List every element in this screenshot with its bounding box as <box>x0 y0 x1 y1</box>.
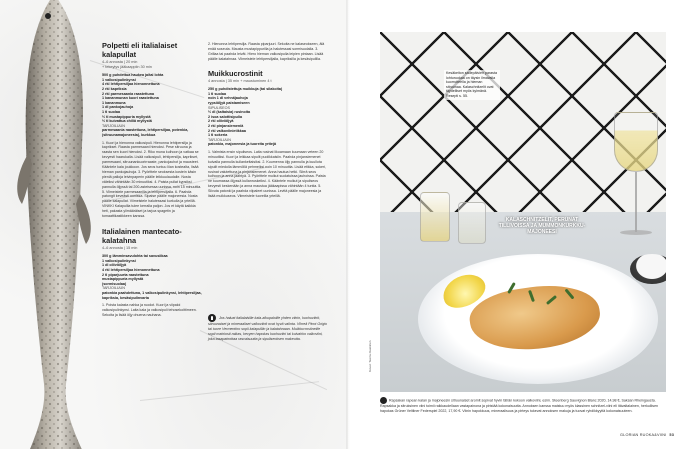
ingredient: 1 valkosipulinkynsi <box>102 258 136 263</box>
wine-pairing-text: Rapsakan rapean kalan ja majoneesin sitruunaiset aromit sopivat hyvin tähän kokoon valkoviini, esim. Steenberg Sauvignon Blanc 2020, 14,98 €, Saksan Rheingausta. Rapsakka ja sitruksinen viini toimii raikkaudellaan vastapainona ja piristää kokonaisuutta. Annoksen kanssa maistuu myös klassinen schnitzel-viini eli itävaltalainen, herkullisen hapokas Grüner Veltliner Federspiel 2022, 17,90 €. Viinin hapokkuus, mineraalisuus ja pirteys tukevat annoksen makuja ja tuovat ryhdikkyyttä kokonaisuuteen. <box>380 398 659 413</box>
ingredient: 300 g lämminsavulohta tai savusiikaa <box>102 254 168 259</box>
serving-subhead: TARJOILUUN <box>102 123 125 128</box>
ingredient: 1 dl pankojauhoja <box>102 105 134 110</box>
ingredient-list <box>102 73 202 124</box>
sauce-bowl <box>630 254 666 284</box>
serving-subhead: TARJOILUUN <box>102 286 125 291</box>
recipe-meta: 4–6 annosta | 15 min <box>102 246 138 251</box>
ingredient: 1 tl sokeria <box>208 133 228 138</box>
ingredient: 2 rkl valkoviinietikkaa <box>208 128 246 133</box>
wine-glass-icon <box>380 397 387 404</box>
recipe-title: Italialainen mantecato-kalatahna <box>102 227 182 245</box>
ingredient: 2 rkl parmesaania raastettuna <box>102 91 155 96</box>
recipe-method-continued: 2. Hienonna lehtipersilja. Raasta piparjuuri. Sekoita ne kalaseokseen, älä enää soseuta. Mausta mustapippurilla ja halutessasi sormisuolalla. 3. Grillaa tai paahda leivät. Hiero hieman valkosipulia leipien pintaan. Lisää päälle kalatahnaa. Viimeistele lehtipersiljalla, kapriksilla ja kesäsipulilla. <box>208 42 325 61</box>
recipe-method: 1. Valmista ensin sipuliseos. Laita rusinat likoamaan kuumaan veteen 20 minuutiksi. Kuori ja leikkaa sipulit puolikkaisiin. Paahda pinjansiemenet kuivalla pannulla kullankeltaisiksi. 2. Kuumenna öljy pannulla ja kuullota sipulit miedolla lämmöllä pehmeiksi noin 10 minuuttia. Lisää etikka, sokeri, rusinat valutettuna ja pinjansiemenet. Anna hautua hetki. Siirrä seos kulhoon ja anna jäähtyä. 3. Pyörittele muikut suolatuissa jauhoissa. Paista ne kuumassa öljyssä kullanruskeiksi. 4. Kääntele muikut ja sipuliseos kevyesti keskenään ja anna maustua jääkaapissa vähintään 4 tuntia. 5. Siivuta patonki ja paahda viipaleet uunissa. Levitä päälle majoneesia ja lisää muikkuseos. Viimeistele tuoreilla yrteillä. <box>208 149 327 199</box>
serving-subhead: TARJOILUUN <box>208 137 231 142</box>
ingredient: ½ dl (kaltaisia) rusinoita <box>208 110 251 115</box>
page-gutter <box>346 0 350 449</box>
wine-glass <box>612 112 660 242</box>
section-name: GLORIAN RUOKA&VIINI <box>620 433 667 437</box>
recipe-method: 1. Poista kalasta nahka ja ruodot. Kuori ja viipaloi valkosipulinkynsi. Laita kala ja valkosipuli tehosekoittimeen. Sekoita ja lisää öljy ohuena nauhana. <box>102 303 197 317</box>
dish-label: KALASCHNITZELIT, PERUNAT TILLIVOISSA JA MUMMONKURKKU-MAJONEESI <box>498 217 586 235</box>
ingredient: 4 rkl lehtipersiljaa hienonnettuna <box>102 267 160 272</box>
ingredient-list <box>102 254 202 286</box>
photo-caption: Kesäkeiton sadepäivien parasta lohturuokaa on täysin ilmavalla kuorrutteella ja hieman sitruunaa. Kalaschnitzelit ovat täydelliset myös kylmänä. Resepti s. 55. <box>444 70 500 100</box>
ingredient-list <box>208 110 328 138</box>
recipe-method: 1. Kuori ja hienonna valkosipuli. Hienonna lehtipersilja ja kaprikset. Raasta parmesaani hienoksi. Pese sitruuna ja raasta sen kuori hienoksi. 2. Riko muna kulhoon ja vatkaa se kevyesti haarukalla. Lisää valkosipuli, lehtipersilja, kaprikset, parmesaani, sitruunankuorirraaste, pankojauhot ja mausteet. Kääntele kala joukkoon. Jos seos tuntuu liian kostealta, lisää hieman pankojauhoja. 3. Pyörittele seoksesta kostein käsin pieniä palloja leivinpaperin päälle leikkuulaudalle. Nosta väleiksi vähintään 30 minuutiksi. 4. Paista pullat kypsiksi pannulla öljyssä tai 200-asteisessa uunissa, noin 15 minuuttia. 5. Viimeistele parmesaanilla ja lehtipersiljalla. 6. Paahda patongit keveästi uunissa. Sipaise päälle majoneesia. Nosta päälle kalapullat. Viimeistele halutessasi kurkulla ja yrteillä. VINKKI Kalapullia tulee kerralla paljon. Jos et käytä kaikkia heti, pakasta ylimääräiset ja tarjoa spagetin ja tomaattikastikkeen kanssa. <box>102 140 202 219</box>
ingredient: 4 rkl lehtipersiljaa hienonnettuna <box>102 82 160 87</box>
ingredient-subhead: SIPULISEOS <box>208 105 230 110</box>
ingredient: ½ tl mustapippuria myllystä <box>102 114 151 119</box>
ingredient: 1 kananmunan kuori raastettuna <box>102 96 159 101</box>
glass-jar <box>420 192 450 242</box>
ingredient-list <box>208 87 328 105</box>
serving-list: patonkia, majoneesia ja tuoreita yrttejä <box>208 142 277 147</box>
page-number: 53 <box>669 433 675 437</box>
ingredient: 1 kananmuna <box>102 100 126 105</box>
ingredient: ½ tl kuivattua chiliä myllystä <box>102 119 152 124</box>
fish-image <box>8 0 100 449</box>
ingredient: rypsiöljyä paistamiseen <box>208 101 250 105</box>
page-folio <box>620 433 674 437</box>
wine-tip <box>208 314 328 342</box>
recipe-column-1 <box>102 42 202 318</box>
ingredient: 2 tl piparjuurta raastettuna <box>102 272 149 277</box>
recipe-meta: 4 annosta | 35 min + maustuminen 4 t <box>208 79 272 84</box>
wine-pairing-note <box>380 397 666 414</box>
recipe-title: Muikkucrostinit <box>208 68 263 78</box>
recipe-column-2 <box>208 42 328 199</box>
ingredient: 2 rkl pinjansiemeniä <box>208 123 244 128</box>
dish-photo <box>380 32 666 392</box>
wine-tip-text: Jos haluat italialaisille kala-alkupaloille yhden viinin, kuohuviinit, sitruunaiset ja mineraaliset valkoviinit ovat hyvä valinta. Vihreä Pinot Grigio tai tuore Vermentino sopii kalapulliin ja kalatahnaan. Muikkucrostineille sopii mainiosti raikas, kevyen hapokas kuohuviini tai kuivahko valkoviini, joka tasapainottaa rasvaisuutta ja sipuliseoksen makeutta. <box>208 315 327 341</box>
ingredient: 1 valkosipulinkynsi <box>102 77 136 82</box>
ingredient: 2 isoa salottisipulia <box>208 114 243 119</box>
glass-jar <box>458 202 486 244</box>
ingredient: 1 tl suolaa <box>102 109 121 114</box>
ingredient: 1 dl oliiviöljyä <box>102 263 127 268</box>
wine-glass-icon <box>208 314 216 322</box>
ingredient: (sormisuolaa) <box>102 281 127 286</box>
ingredient: 2 rkl kapriksia <box>102 86 127 91</box>
ingredient: 1 tl suolaa <box>208 91 227 96</box>
recipe-meta: 4–6 annosta | 20 min + tekeytys jääkaappiin 30 min <box>102 60 152 70</box>
ingredient: 250 g puhdistettuja muikkuja (tai silakoita) <box>208 87 283 92</box>
photo-credit: Kuvat: Teemu Kaskinen <box>368 340 372 372</box>
ingredient: 2 rkl oliiviöljyä <box>208 119 234 124</box>
ingredient: 500 g puhdettua haukea ja/tai lohta <box>102 73 164 78</box>
serving-list: parmesaania raastettuna, lehtipersiljaa, potenkia, (sitruunamajoneesia), kurkkua <box>102 128 189 137</box>
recipe-title: Polpetti eli italialaiset kalapullat <box>102 41 178 59</box>
serving-list: patonkia paahdettuna, 1 valkosipulinkynsi, lehtipersiljaa, kapriksia, kesäsipulinvarta <box>102 290 202 300</box>
ingredient: noin 1 dl vehnäjauhoja <box>208 96 248 101</box>
ingredient: mustapippuria myllystä <box>102 277 144 282</box>
